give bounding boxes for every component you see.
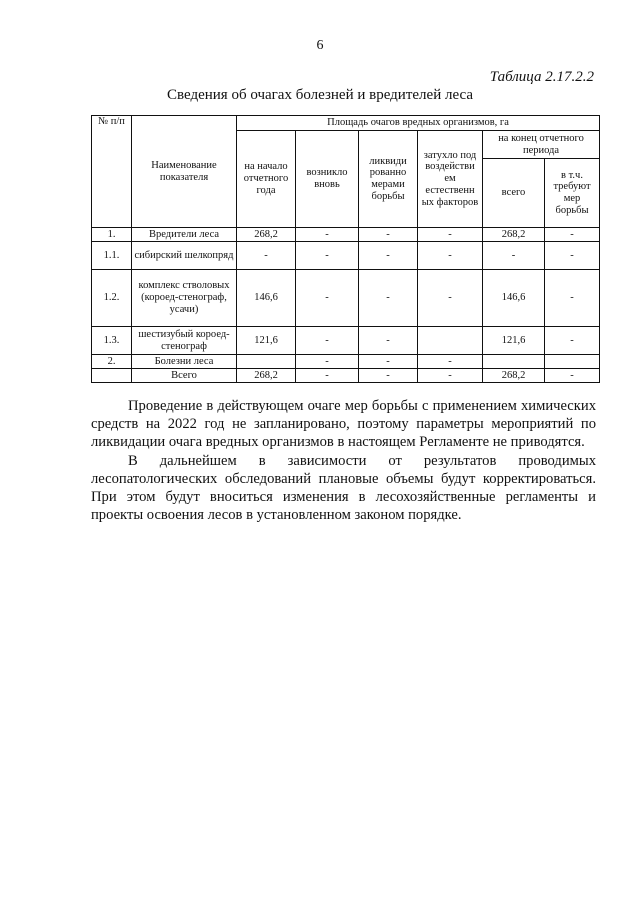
- table-reference: Таблица 2.17.2.2: [489, 69, 594, 85]
- cell-liquidated: -: [359, 327, 418, 355]
- row-num: 1.2.: [92, 270, 132, 327]
- cell-need: [545, 355, 600, 369]
- row-name: Болезни леса: [132, 355, 237, 369]
- cell-start: [237, 355, 296, 369]
- table-row: [92, 270, 600, 327]
- table-title: Сведения об очагах болезней и вредителей леса: [167, 87, 473, 103]
- header-liquidated: ликвиди рованно мерами борьбы: [359, 131, 418, 228]
- cell-liquidated: -: [359, 355, 418, 369]
- cell-faded: -: [418, 228, 483, 242]
- row-name: Всего: [132, 369, 237, 383]
- cell-need: -: [545, 369, 600, 383]
- cell-liquidated: -: [359, 242, 418, 270]
- table-row-total: [92, 369, 600, 383]
- header-end-group: на конец отчетного периода: [483, 131, 600, 159]
- row-name: Вредители леса: [132, 228, 237, 242]
- cell-need: -: [545, 228, 600, 242]
- cell-arose: -: [296, 355, 359, 369]
- header-faded: затухло под воздействи ем естественн ых факторов: [418, 131, 483, 228]
- table-row: [92, 242, 600, 270]
- cell-faded: [418, 327, 483, 355]
- table-row: [92, 355, 600, 369]
- cell-need: -: [545, 242, 600, 270]
- cell-faded: -: [418, 355, 483, 369]
- header-total: всего: [483, 159, 545, 228]
- cell-arose: -: [296, 242, 359, 270]
- cell-total: 268,2: [483, 228, 545, 242]
- cell-total: 268,2: [483, 369, 545, 383]
- cell-total: -: [483, 242, 545, 270]
- header-need: в т.ч. требуют мер борьбы: [545, 159, 600, 228]
- row-num: 2.: [92, 355, 132, 369]
- cell-total: 146,6: [483, 270, 545, 327]
- cell-total: [483, 355, 545, 369]
- paragraph: Проведение в действующем очаге мер борьбы с применением химических средств на 2022 год не запланировано, поэтому параметры мероприятий по ликвидации очага вредных организмов в настоящем Регламенте не приводятся.: [91, 398, 596, 451]
- page-number: 6: [316, 38, 324, 53]
- header-num: № п/п: [92, 116, 132, 228]
- row-num: 1.3.: [92, 327, 132, 355]
- cell-need: -: [545, 270, 600, 327]
- row-name: шестизубый короед-стенограф: [132, 327, 237, 355]
- cell-faded: -: [418, 242, 483, 270]
- header-name: Наименование показателя: [132, 116, 237, 228]
- table-row: [92, 228, 600, 242]
- cell-liquidated: -: [359, 228, 418, 242]
- cell-start: 268,2: [237, 369, 296, 383]
- row-name: сибирский шелкопряд: [132, 242, 237, 270]
- cell-arose: -: [296, 327, 359, 355]
- cell-arose: -: [296, 369, 359, 383]
- cell-liquidated: -: [359, 270, 418, 327]
- cell-arose: -: [296, 270, 359, 327]
- cell-liquidated: -: [359, 369, 418, 383]
- row-num: 1.1.: [92, 242, 132, 270]
- row-num: [92, 369, 132, 383]
- row-name: комплекс стволовых (короед-стенограф, усачи): [132, 270, 237, 327]
- cell-need: -: [545, 327, 600, 355]
- cell-start: -: [237, 242, 296, 270]
- header-start: на начало отчетного года: [237, 131, 296, 228]
- header-area-group: Площадь очагов вредных организмов, га: [237, 116, 600, 131]
- paragraph: В дальнейшем в зависимости от результатов проводимых лесопатологических обследований плановые объемы будут корректироваться. При этом будут вноситься изменения в лесохозяйственные регламенты и проекты освоения лесов в установленном законом порядке.: [91, 452, 596, 524]
- cell-arose: -: [296, 228, 359, 242]
- cell-total: 121,6: [483, 327, 545, 355]
- body-text: [91, 397, 596, 524]
- cell-start: 146,6: [237, 270, 296, 327]
- row-num: 1.: [92, 228, 132, 242]
- cell-faded: -: [418, 369, 483, 383]
- cell-start: 121,6: [237, 327, 296, 355]
- header-arose: возникло вновь: [296, 131, 359, 228]
- cell-faded: -: [418, 270, 483, 327]
- cell-start: 268,2: [237, 228, 296, 242]
- table-row: [92, 327, 600, 355]
- pests-diseases-table: [91, 115, 600, 383]
